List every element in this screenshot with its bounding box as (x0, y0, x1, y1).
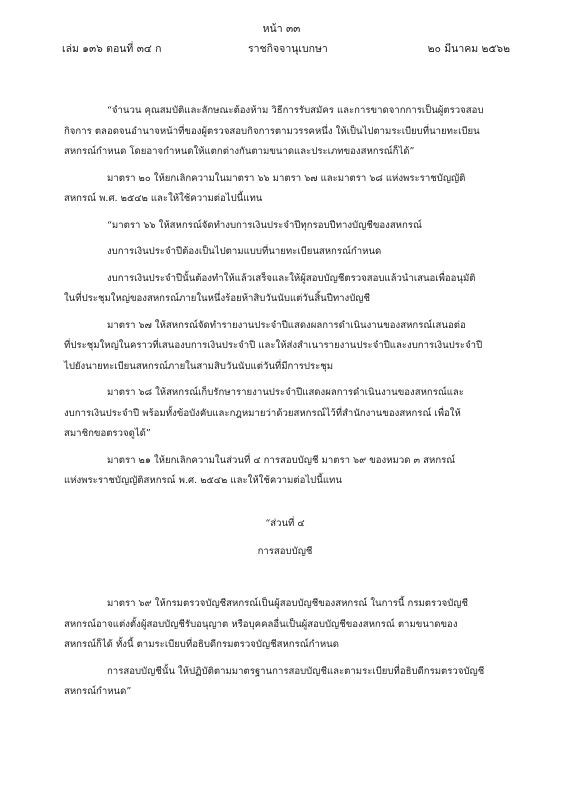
volume-issue: เล่ม ๑๓๖ ตอนที่ ๓๔ ก (62, 43, 162, 55)
paragraph-line: “จำนวน คุณสมบัติและลักษณะต้องห้าม วิธีการรับสมัคร และการขาดจากการเป็นผู้ตรวจสอบ (107, 105, 484, 116)
paragraph-line: “มาตรา ๖๖ ให้สหกรณ์จัดทำงบการเงินประจำปีทุกรอบปีทางบัญชีของสหกรณ์ (107, 219, 422, 231)
paragraph-line: แห่งพระราชบัญญัติสหกรณ์ พ.ศ. ๒๕๔๒ และให้ใช้ความต่อไปนี้แทน (64, 475, 342, 486)
paragraph-line: งบการเงินประจำปีนั้นต้องทำให้แล้วเสร็จและให้ผู้สอบบัญชีตรวจสอบแล้วนำเสนอเพื่ออนุมัติ (107, 272, 476, 284)
paragraph-line: สมาชิกขอตรวจดูได้” (64, 428, 151, 439)
paragraph-line: งบการเงินประจำปี พร้อมทั้งข้อบังคับและกฎหมายว่าด้วยสหกรณ์ไว้ที่สำนักงานของสหกรณ์ เพื่อให้ (64, 407, 461, 419)
page-number: หน้า ๓๓ (262, 23, 301, 35)
paragraph-line: กิจการ ตลอดจนอำนาจหน้าที่ของผู้ตรวจสอบกิจการตามวรรคหนึ่ง ให้เป็นไปตามระเบียบที่นายทะเบียน (64, 125, 480, 137)
section-title: “ส่วนที่ ๔ (265, 518, 305, 530)
paragraph-line: สหกรณ์กำหนด โดยอาจกำหนดให้แตกต่างกันตามขนาดและประเภทของสหกรณ์ก็ได้” (64, 146, 415, 157)
gazette-title: ราชกิจจานุเบกษา (248, 43, 328, 55)
paragraph-line: มาตรา ๖๙ ให้กรมตรวจบัญชีสหกรณ์เป็นผู้สอบบัญชีของสหกรณ์ ในการนี้ กรมตรวจบัญชี (107, 598, 468, 610)
paragraph-line: มาตรา ๒๑ ให้ยกเลิกความในส่วนที่ ๔ การสอบบัญชี มาตรา ๖๙ ของหมวด ๓ สหกรณ์ (107, 454, 456, 466)
paragraph-line: งบการเงินประจำปีต้องเป็นไปตามแบบที่นายทะเบียนสหกรณ์กำหนด (107, 246, 382, 257)
gazette-header (62, 40, 510, 56)
paragraph-line: ในที่ประชุมใหญ่ของสหกรณ์ภายในหนึ่งร้อยห้าสิบวันนับแต่วันสิ้นปีทางบัญชี (64, 293, 370, 304)
paragraph-line: สหกรณ์ พ.ศ. ๒๕๔๒ และให้ใช้ความต่อไปนี้แทน (64, 193, 263, 204)
publication-date: ๒๐ มีนาคม ๒๕๖๒ (427, 43, 510, 55)
document-body (64, 101, 506, 703)
paragraph-line: ที่ประชุมใหญ่ในคราวที่เสนองบการเงินประจำปี และให้ส่งสำเนารายงานประจำปีและงบการเงินประจำปี (64, 340, 483, 351)
paragraph-line: ไปยังนายทะเบียนสหกรณ์ภายในสามสิบวันนับแต่วันที่มีการประชุม (64, 360, 334, 372)
paragraph-line: มาตรา ๒๐ ให้ยกเลิกความในมาตรา ๖๖ มาตรา ๖๗ และมาตรา ๖๘ แห่งพระราชบัญญัติ (107, 172, 466, 184)
paragraph-line: มาตรา ๖๗ ให้สหกรณ์จัดทำรายงานประจำปีแสดงผลการดำเนินงานของสหกรณ์เสนอต่อ (107, 319, 466, 331)
paragraph-line: มาตรา ๖๘ ให้สหกรณ์เก็บรักษารายงานประจำปีแสดงผลการดำเนินงานของสหกรณ์และ (107, 387, 464, 398)
paragraph-line: สหกรณ์กำหนด” (64, 686, 132, 698)
section-subtitle: การสอบบัญชี (257, 545, 313, 557)
paragraph-line: การสอบบัญชีนั้น ให้ปฏิบัติตามมาตรฐานการสอบบัญชีและตามระเบียบที่อธิบดีกรมตรวจบัญชี (107, 665, 485, 677)
paragraph-line: สหกรณ์ก็ได้ ทั้งนี้ ตามระเบียบที่อธิบดีกรมตรวจบัญชีสหกรณ์กำหนด (64, 639, 339, 651)
paragraph-line: สหกรณ์อาจแต่งตั้งผู้สอบบัญชีรับอนุญาต หรือบุคคลอื่นเป็นผู้สอบบัญชีของสหกรณ์ ตามขนาดของ (64, 618, 458, 630)
